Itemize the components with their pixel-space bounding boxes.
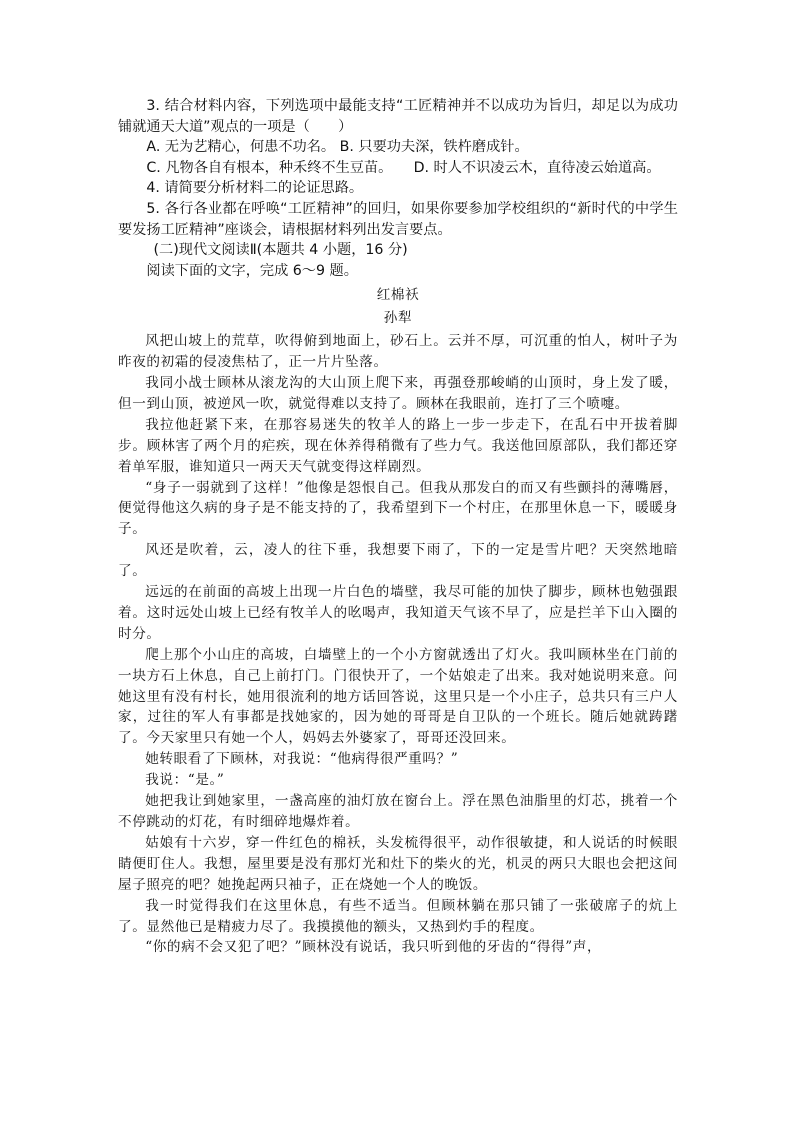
question-5: 5. 各行各业都在呼唤“工匠精神”的回归，如果你要参加学校组织的“新时代的中学生要发扬工匠精神”座谈会，请根据材料列出发言要点。 — [118, 200, 678, 238]
story-paragraph: 我一时觉得我们在这里休息，有些不适当。但顾林躺在那只铺了一张破席子的炕上了。显然他已是精疲力尽了。我摸摸他的额头，又热到灼手的程度。 — [118, 897, 678, 935]
question-3-stem: 3. 结合材料内容，下列选项中最能支持“工匠精神并不以成功为旨归，却足以为成功铺就通天大道”观点的一项是（ ） — [118, 98, 678, 135]
story-paragraph: 她转眼看了下顾林，对我说：“他病得很严重吗？” — [145, 751, 459, 768]
story-paragraph: “你的病不会又犯了吧？”顾林没有说话，我只听到他的牙齿的“得得”声， — [145, 939, 602, 956]
section-heading: (二)现代文阅读Ⅱ(本题共 4 小题，16 分) — [153, 242, 408, 259]
story-paragraph: 风把山坡上的荒草，吹得俯到地面上，砂石上。云并不厚，可沉重的怕人，树叶子为昨夜的初霜的侵凌焦枯了，正一片片坠落。 — [118, 333, 678, 371]
story-paragraph: “身子一弱就到了这样！”他像是怨恨自己。但我从那发白的而又有些颤抖的薄嘴唇，便觉得他这久病的身子是不能支持的了，我希望到下一个村庄，在那里休息一下，暖暖身子。 — [118, 479, 678, 538]
story-author: 孙犁 — [383, 310, 413, 327]
story-body — [118, 331, 678, 958]
question-4: 4. 请简要分析材料二的论证思路。 — [146, 180, 364, 197]
page-content — [118, 96, 678, 958]
question-3-options-cd: C. 凡物各自有根本，种禾终不生豆苗。 D. 时人不识凌云木，直待凌云始道高。 — [146, 159, 661, 176]
question-3-options-ab: A. 无为艺精心，何患不功名。 B. 只要功夫深，铁杵磨成针。 — [146, 139, 529, 156]
story-paragraph: 我说：“是。” — [145, 772, 225, 789]
story-paragraph: 我同小战士顾林从滚龙沟的大山顶上爬下来，再强登那峻峭的山顶时，身上发了暖，但一到山顶，被逆风一吹，就觉得难以支持了。顾林在我眼前，连打了三个喷嚏。 — [118, 374, 678, 412]
story-title: 红棉袄 — [376, 287, 420, 304]
story-paragraph: 爬上那个小山庄的高坡，白墙壁上的一个小方窗就透出了灯火。我叫顾林坐在门前的一块方石上休息，自己上前打门。门很快开了，一个姑娘走了出来。我对她说明来意。问她这里有没有村长，她用很流利的地方话回答说，这里只是一个小庄子，总共只有三户人家，过往的军人有事都是找她家的，因为她的哥哥是自卫队的一个班长。随后她就踌躇了。今天家里只有她一个人，妈妈去外婆家了，哥哥还没回来。 — [118, 646, 678, 747]
section-instruction: 阅读下面的文字，完成 6～9 题。 — [146, 262, 358, 279]
story-paragraph: 姑娘有十六岁，穿一件红色的棉袄，头发梳得很平，动作很敏捷，和人说话的时候眼睛便盯住人。我想，屋里要是没有那灯光和灶下的柴火的光，机灵的两只大眼也会把这间屋子照亮的吧？她挽起两只袖子，正在烧她一个人的晚饭。 — [118, 834, 678, 893]
story-paragraph: 我拉他赶紧下来，在那容易迷失的牧羊人的路上一步一步走下，在乱石中开拔着脚步。顾林害了两个月的疟疾，现在休养得稍微有了些力气。我送他回原部队，我们都还穿着单军服，谁知道只一两天天气就变得这样剧烈。 — [118, 416, 678, 475]
story-paragraph: 她把我让到她家里，一盏高座的油灯放在窗台上。浮在黑色油脂里的灯芯，挑着一个不停跳动的灯花，有时细碎地爆炸着。 — [118, 793, 678, 830]
story-paragraph: 风还是吹着，云，凌人的往下垂，我想要下雨了，下的一定是雪片吧？天突然地暗了。 — [118, 542, 678, 580]
story-paragraph: 远远的在前面的高坡上出现一片白色的墙壁，我尽可能的加快了脚步，顾林也勉强跟着。这时远处山坡上已经有牧羊人的吆喝声，我知道天气该不早了，应是拦羊下山入圈的时分。 — [118, 584, 678, 642]
